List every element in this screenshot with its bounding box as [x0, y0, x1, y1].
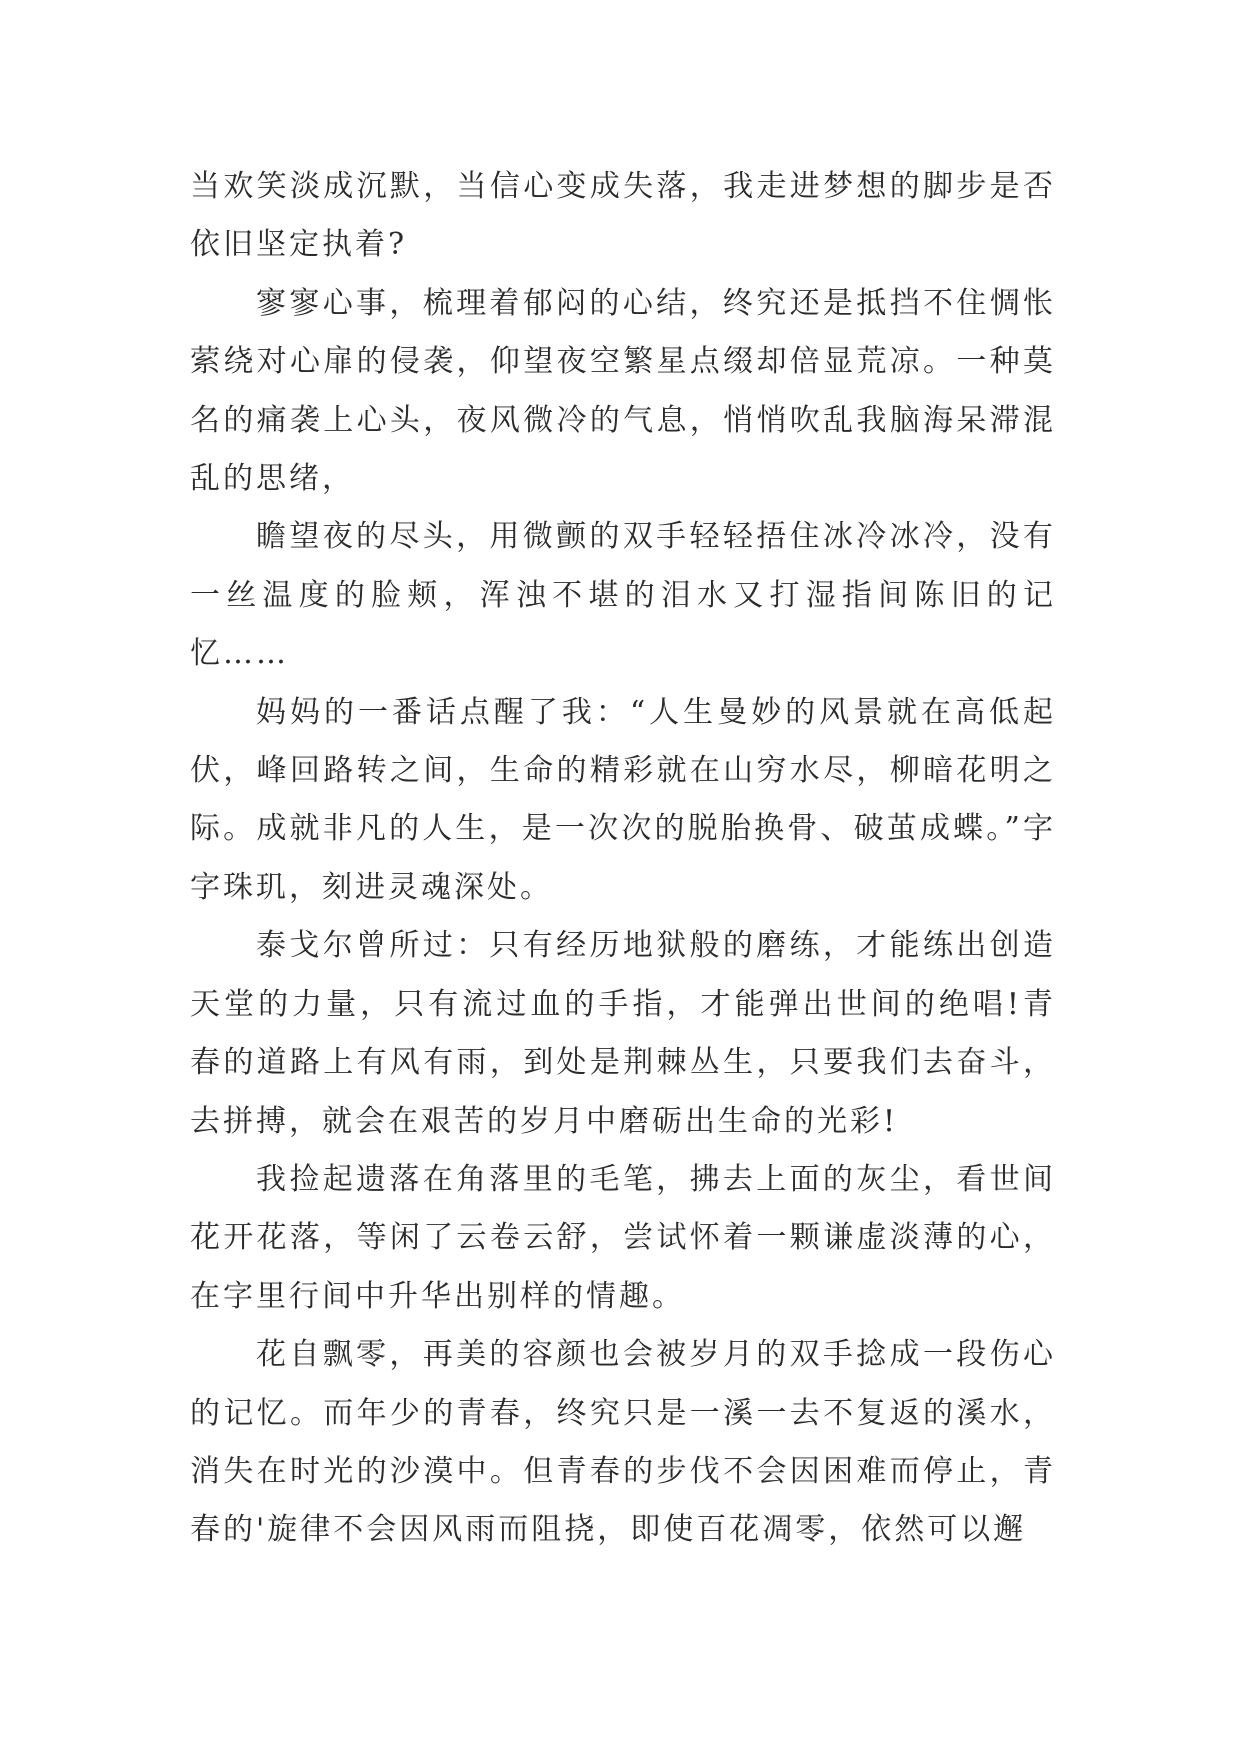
paragraph: 寥寥心事，梳理着郁闷的心结，终究还是抵挡不住惆怅萦绕对心扉的侵袭，仰望夜空繁星点缀却倍显荒凉。一种莫名的痛袭上心头，夜风微冷的气息，悄悄吹乱我脑海呆滞混乱的思绪，: [190, 285, 1056, 497]
paragraph: 我捡起遗落在角落里的毛笔，拂去上面的灰尘，看世间花开花落，等闲了云卷云舒，尝试怀着一颗谦虚淡薄的心，在字里行间中升华出别样的情趣。: [190, 1161, 1056, 1314]
paragraph: 泰戈尔曾所过：只有经历地狱般的磨练，才能练出创造天堂的力量，只有流过血的手指，才能弹出世间的绝唱!青春的道路上有风有雨，到处是荆棘丛生，只要我们去奋斗，去拼搏，就会在艰苦的岁月中磨砺出生命的光彩!: [190, 928, 1056, 1139]
paragraph: 瞻望夜的尽头，用微颤的双手轻轻捂住冰冷冰冷，没有一丝温度的脸颊，浑浊不堪的泪水又打湿指间陈旧的记忆……: [190, 519, 1056, 672]
paragraph: 妈妈的一番话点醒了我：“人生曼妙的风景就在高低起伏，峰回路转之间，生命的精彩就在山穷水尽，柳暗花明之际。成就非凡的人生，是一次次的脱胎换骨、破茧成蝶。”字字珠玑，刻进灵魂深处。: [190, 694, 1056, 905]
article-body: [190, 158, 1056, 1560]
paragraph: 当欢笑淡成沉默，当信心变成失落，我走进梦想的脚步是否依旧坚定执着?: [190, 169, 1056, 263]
paragraph: 花自飘零，再美的容颜也会被岁月的双手捻成一段伤心的记忆。而年少的青春，终究只是一溪一去不复返的溪水，消失在时光的沙漠中。但青春的步伐不会因困难而停止，青春的'旋律不会因风雨而阻挠，即使百花凋零，依然可以邂: [190, 1337, 1056, 1548]
